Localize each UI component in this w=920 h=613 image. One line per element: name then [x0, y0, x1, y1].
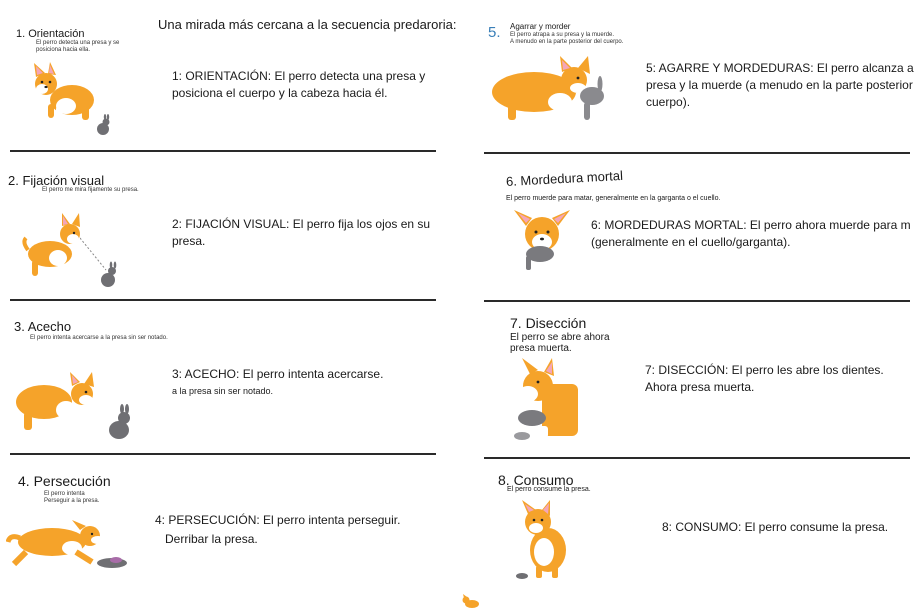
step-3-subtext: El perro intenta acercarse a la presa sin ser notado.	[30, 335, 168, 341]
step-5-number: 5.	[488, 24, 501, 41]
gaze-line-and-rabbit	[80, 236, 120, 288]
rabbit-icon	[106, 404, 134, 440]
divider	[484, 300, 910, 302]
corgi-mark-icon	[462, 594, 480, 610]
divider	[10, 299, 436, 301]
step-4-subtext: El perro intenta Perseguir a la presa.	[44, 491, 100, 504]
step-3-description: 3: ACECHO: El perro intenta acercarse. a la presa sin ser notado.	[172, 367, 384, 396]
corgi-stalking-illustration	[10, 366, 100, 436]
step-7-heading: 7. Disección	[510, 315, 587, 331]
step-5-subtext: El perro atrapa a su presa y la muerde. A menudo en la parte posterior del cuerpo.	[510, 32, 624, 45]
page-title: Una mirada más cercana a la secuencia predaroria:	[158, 17, 457, 32]
divider	[484, 457, 910, 459]
step-7-description: 7: DISECCIÓN: El perro les abre los dientes. Ahora presa muerta.	[645, 363, 884, 394]
corgi-consuming-illustration	[510, 500, 580, 582]
step-4-description: 4: PERSECUCIÓN: El perro intenta perseguir. Derribar la presa.	[155, 513, 401, 546]
step-1-subtext: El perro detecta una presa y se posiciona hacia ella.	[36, 40, 120, 53]
step-2-subtext: El perro me mira fijamente su presa.	[42, 187, 139, 193]
step-8-description: 8: CONSUMO: El perro consume la presa.	[662, 520, 889, 534]
step-5-description: 5: AGARRE Y MORDEDURAS: El perro alcanza a presa y la muerde (a menudo en la parte posterior cuerpo).	[646, 61, 914, 109]
step-8-subtext: El perro consume la presa.	[507, 486, 591, 493]
step-8-heading: 8. Consumo	[498, 472, 574, 488]
divider	[10, 150, 436, 152]
step-2-description: 2: FIJACIÓN VISUAL: El perro fija los ojos en su presa.	[172, 217, 431, 248]
rabbit-icon	[92, 552, 132, 570]
step-6-heading: 6. Mordedura mortal	[505, 167, 624, 189]
step-5-heading: Agarrar y morder	[510, 22, 571, 31]
step-7-subtext: El perro se abre ahora presa muerta.	[510, 332, 610, 354]
step-3-heading: 3. Acecho	[14, 319, 72, 334]
step-1-heading: 1. Orientación	[16, 28, 85, 40]
step-1-description: 1: ORIENTACIÓN: El perro detecta una presa y posiciona el cuerpo y la cabeza hacia él.	[172, 69, 426, 100]
step-6-description: 6: MORDEDURAS MORTAL: El perro ahora muerde para m (generalmente en el cuello/garganta).	[591, 218, 911, 249]
divider	[484, 152, 910, 154]
corgi-biting-illustration	[488, 54, 614, 126]
step-2-heading: 2. Fijación visual	[8, 173, 105, 188]
corgi-face-with-prey-illustration	[510, 210, 574, 272]
step-4-heading: 4. Persecución	[18, 473, 111, 489]
divider	[10, 453, 436, 455]
corgi-sitting-illustration	[26, 60, 102, 126]
corgi-eating-prey-illustration	[508, 356, 582, 444]
step-6-subtext: El perro muerde para matar, generalmente en la garganta o el cuello.	[506, 195, 721, 202]
rabbit-icon	[94, 114, 112, 136]
